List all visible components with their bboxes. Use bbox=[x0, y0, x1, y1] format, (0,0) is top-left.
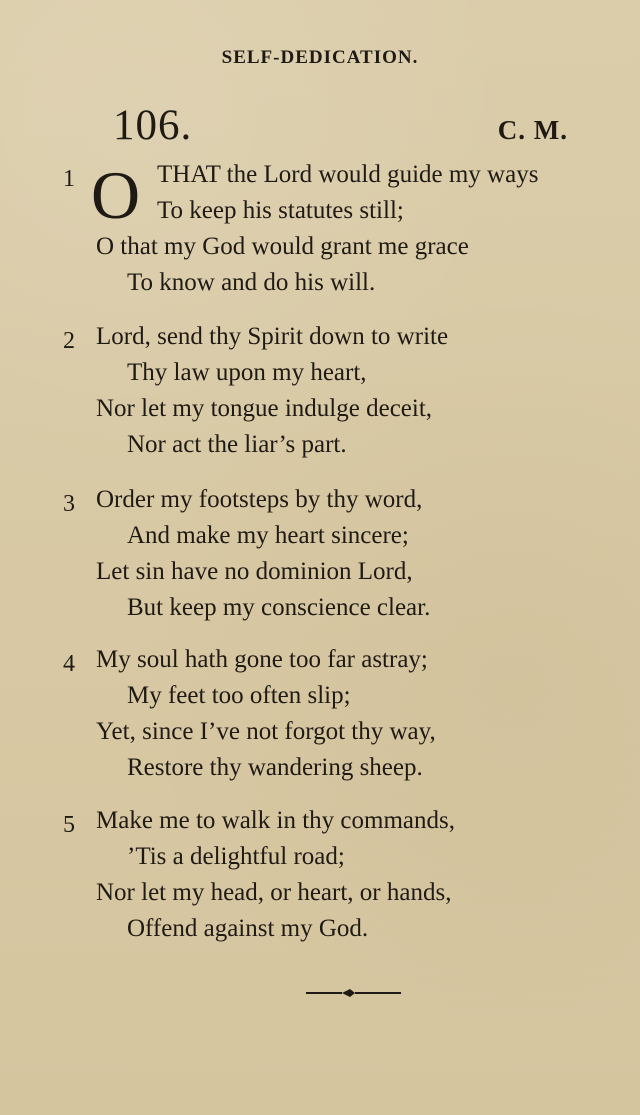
stanza-line: To keep his statutes still; bbox=[157, 197, 404, 224]
verse-number: 5 bbox=[63, 812, 75, 838]
stanza-line: Nor let my head, or heart, or hands, bbox=[96, 879, 452, 906]
stanza-line: Restore thy wandering sheep. bbox=[127, 754, 423, 781]
stanza-line: My feet too often slip; bbox=[127, 682, 351, 709]
ornament-diamond bbox=[342, 989, 355, 997]
stanza-line: THAT the Lord would guide my ways bbox=[157, 161, 539, 188]
stanza-line: My soul hath gone too far astray; bbox=[96, 646, 428, 673]
stanza-line: ’Tis a delightful road; bbox=[127, 843, 345, 870]
stanza-line: Let sin have no dominion Lord, bbox=[96, 558, 413, 585]
verse-number: 2 bbox=[63, 328, 75, 354]
stanza-line: Offend against my God. bbox=[127, 915, 369, 942]
stanza-line: Nor act the liar’s part. bbox=[127, 431, 347, 458]
hymn-number: 106. bbox=[113, 102, 193, 149]
meter-label: C. M. bbox=[497, 115, 568, 145]
stanza-line: Thy law upon my heart, bbox=[127, 359, 367, 386]
stanza-line: And make my heart sincere; bbox=[127, 522, 409, 549]
ornamental-rule-icon bbox=[306, 986, 401, 1000]
stanza-line: Lord, send thy Spirit down to write bbox=[96, 323, 449, 350]
stanza-line: Order my footsteps by thy word, bbox=[96, 486, 423, 513]
stanza-line: O that my God would grant me grace bbox=[96, 233, 469, 260]
stanza-line: To know and do his will. bbox=[127, 269, 376, 296]
stanza-line: Make me to walk in thy commands, bbox=[96, 807, 455, 834]
verse-number: 3 bbox=[63, 491, 75, 517]
stanza-line: But keep my conscience clear. bbox=[127, 594, 431, 621]
verse-number: 4 bbox=[63, 651, 75, 677]
verse-number: 1 bbox=[63, 166, 75, 192]
stanza-line: Nor let my tongue indulge deceit, bbox=[96, 395, 433, 422]
running-head: SELF-DEDICATION. bbox=[221, 47, 419, 68]
drop-cap: O bbox=[91, 157, 141, 233]
stanza-line: Yet, since I’ve not forgot thy way, bbox=[96, 718, 436, 745]
